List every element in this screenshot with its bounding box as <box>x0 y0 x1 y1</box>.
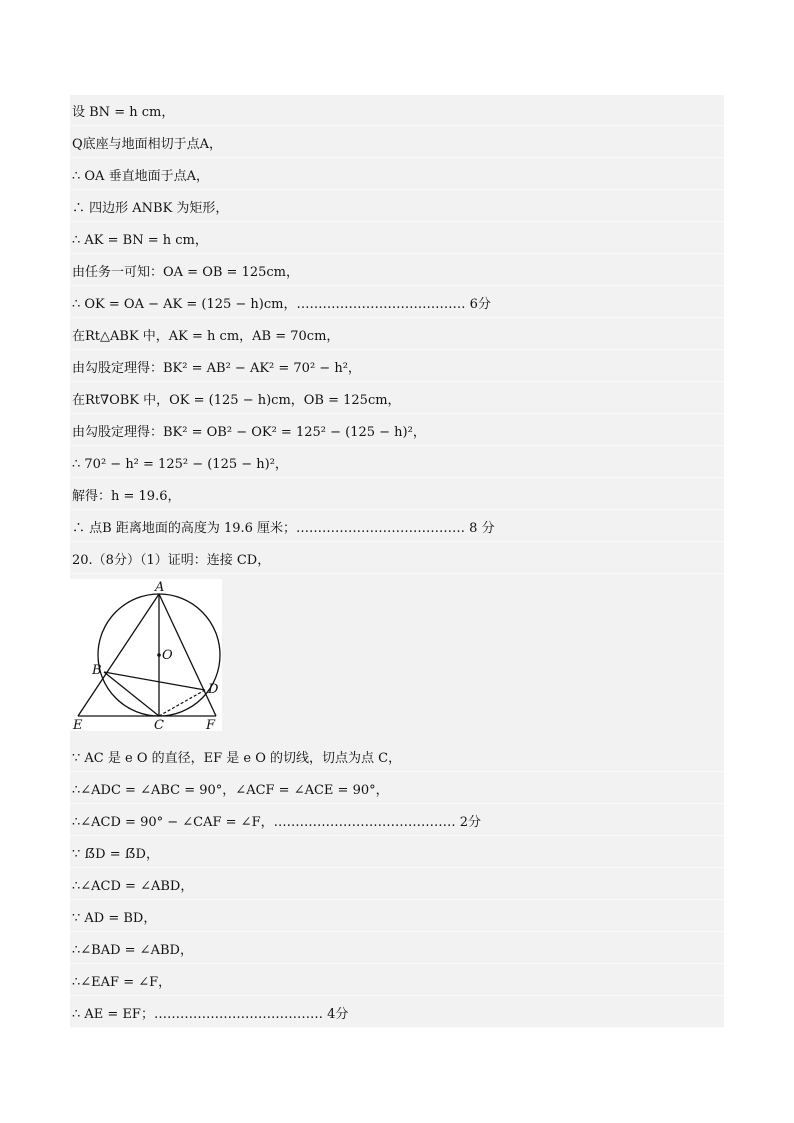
label-o: O <box>162 648 173 663</box>
label-e: E <box>73 718 83 731</box>
label-a: A <box>155 580 165 595</box>
solution-line: 在Rt△ABK 中，AK = h cm，AB = 70cm， <box>70 319 724 350</box>
center-point <box>157 653 161 657</box>
proof-line: ∴∠ADC = ∠ABC = 90°，∠ACF = ∠ACE = 90°， <box>70 773 724 804</box>
solution-line: ∴ OK = OA − AK = (125 − h)cm，………………………………… 6分 <box>70 287 724 318</box>
proof-line: ∴ AE = EF；………………………………… 4分 <box>70 997 724 1028</box>
label-c: C <box>154 718 164 731</box>
proof-line: ∵ AC 是 e O 的直径，EF 是 e O 的切线，切点为点 C， <box>70 741 724 772</box>
segment-bd <box>104 672 205 690</box>
segment-ae <box>78 594 159 716</box>
proof-line: ∴∠ACD = 90° − ∠CAF = ∠F，…………………………………… 2分 <box>70 805 724 836</box>
solution-line: ∴ 点B 距离地面的高度为 19.6 厘米；………………………………… 8 分 <box>70 511 724 542</box>
geometry-figure <box>70 579 222 731</box>
circle-triangle-diagram <box>70 579 222 731</box>
solution-sheet <box>70 95 724 1027</box>
label-d: D <box>208 682 219 697</box>
solution-line: ∴ AK = BN = h cm， <box>70 223 724 254</box>
solution-line: Q底座与地面相切于点A， <box>70 127 724 158</box>
solution-line: 由勾股定理得：BK² = AB² − AK² = 70² − h²， <box>70 351 724 382</box>
question-heading: 20.（8分）（1）证明：连接 CD， <box>70 543 724 574</box>
proof-line: ∴∠BAD = ∠ABD， <box>70 933 724 964</box>
solution-line: 在Rt∇OBK 中，OK = (125 − h)cm，OB = 125cm， <box>70 383 724 414</box>
proof-line: ∵ ẞD = ẞD， <box>70 837 724 868</box>
solution-line: ∴ OA 垂直地面于点A， <box>70 159 724 190</box>
solution-line: 由任务一可知：OA = OB = 125cm， <box>70 255 724 286</box>
proof-line: ∴∠ACD = ∠ABD， <box>70 869 724 900</box>
proof-line: ∴∠EAF = ∠F， <box>70 965 724 996</box>
label-f: F <box>206 718 216 731</box>
label-b: B <box>92 663 102 678</box>
solution-line: 由勾股定理得：BK² = OB² − OK² = 125² − (125 − h)²， <box>70 415 724 446</box>
proof-line: ∵ AD = BD， <box>70 901 724 932</box>
solution-line: 设 BN = h cm， <box>70 95 724 126</box>
solution-line: 解得：h = 19.6， <box>70 479 724 510</box>
solution-line: ∴ 70² − h² = 125² − (125 − h)²， <box>70 447 724 478</box>
solution-line: ∴ 四边形 ANBK 为矩形， <box>70 191 724 222</box>
